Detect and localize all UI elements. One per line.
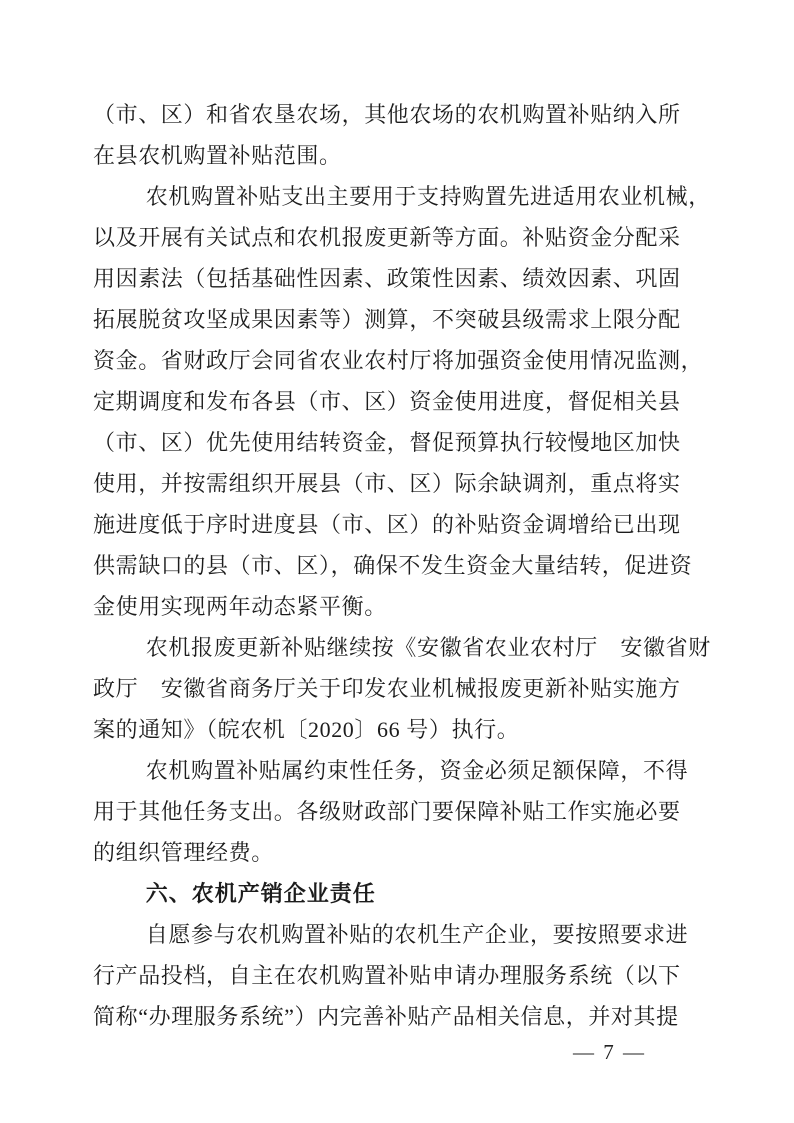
text-line: （市、区）和省农垦农场，其他农场的农机购置补贴纳入所: [93, 102, 681, 127]
section-heading: [93, 873, 685, 914]
text-line: 行产品投档，自主在农机购置补贴申请办理服务系统（以下: [93, 963, 681, 988]
text-line: 定期调度和发布各县（市、区）资金使用进度，督促相关县: [93, 389, 681, 414]
text-line: 使用，并按需组织开展县（市、区）际余缺调剂，重点将实: [93, 471, 681, 496]
text-line: 拓展脱贫攻坚成果因素等）测算，不突破县级需求上限分配: [93, 307, 681, 332]
text-line: 金使用实现两年动态紧平衡。: [93, 594, 387, 619]
text-line: 六、农机产销企业责任: [145, 881, 376, 906]
paragraph: [93, 914, 689, 1037]
text-line: 施进度低于序时进度县（市、区）的补贴资金调增给已出现: [93, 512, 681, 537]
text-line: 用于其他任务支出。各级财政部门要保障补贴工作实施必要: [93, 799, 681, 824]
text-line: 资金。省财政厅会同省农业农村厅将加强资金使用情况监测，: [93, 348, 704, 373]
text-line: 的组织管理经费。: [93, 840, 274, 865]
paragraph: [93, 94, 685, 176]
text-line: 自愿参与农机购置补贴的农机生产企业，要按照要求进: [145, 922, 689, 947]
text-line: 农机购置补贴支出主要用于支持购置先进适用农业机械，: [145, 184, 711, 209]
text-line: 用因素法（包括基础性因素、政策性因素、绩效因素、巩固: [93, 266, 681, 291]
text-line: 供需缺口的县（市、区），确保不发生资金大量结转，促进资: [93, 553, 693, 578]
paragraph: [93, 627, 711, 750]
page-number: — 7 —: [573, 1040, 646, 1064]
paragraph: [93, 176, 711, 627]
text-line: 在县农机购置补贴范围。: [93, 143, 342, 168]
text-line: 简称“办理服务系统”）内完善补贴产品相关信息，并对其提: [93, 1004, 679, 1029]
text-line: （市、区）优先使用结转资金，督促预算执行较慢地区加快: [93, 430, 681, 455]
document-body: [93, 94, 711, 1037]
text-line: 以及开展有关试点和农机报废更新等方面。补贴资金分配采: [93, 225, 681, 250]
paragraph: [93, 750, 689, 873]
text-line: 农机购置补贴属约束性任务，资金必须足额保障，不得: [145, 758, 689, 783]
text-line: 政厅 安徽省商务厅关于印发农业机械报废更新补贴实施方: [93, 676, 681, 701]
text-line: 农机报废更新补贴继续按《安徽省农业农村厅 安徽省财: [145, 635, 711, 660]
text-line: 案的通知》（皖农机〔2020〕66 号）执行。: [93, 717, 520, 742]
page-footer: [573, 1040, 646, 1064]
